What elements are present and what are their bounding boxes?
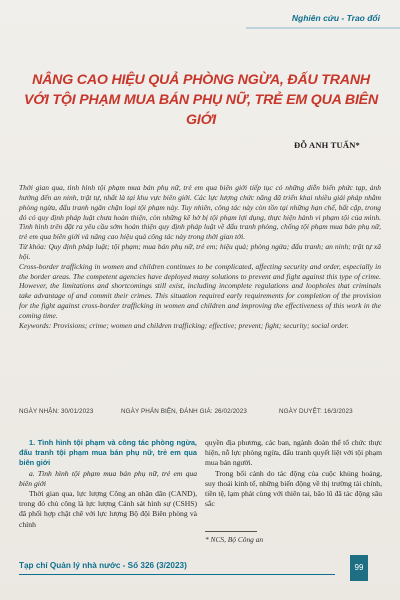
page-number: 99	[350, 555, 368, 581]
keywords-en: Keywords: Provisions; crime; women and children trafficking; effective; prevent; fight; security; social order.	[19, 320, 349, 330]
abstract	[19, 183, 381, 331]
date-reviewed: NGÀY PHẢN BIỆN, ĐÁNH GIÁ: 26/02/2023	[121, 408, 247, 415]
subsection-heading: a. Tình hình tội phạm mua bán phụ nữ, trẻ em qua biên giới	[19, 468, 197, 488]
title-line-1: NÂNG CAO HIỆU QUẢ PHÒNG NGỪA, ĐẤU TRANH	[32, 72, 370, 88]
body-paragraph: Thời gian qua, lực lượng Công an nhân dân (CAND), trong đó chủ công là lực lượng Cảnh sát hình sự (CSHS) đã phối hợp chặt chẽ với lực lượng Bộ đội Biên phòng và chính	[19, 489, 197, 529]
footer-rule	[19, 574, 335, 575]
date-approved: NGÀY DUYỆT: 16/3/2023	[279, 408, 353, 415]
footnote: * NCS, Bộ Công an	[205, 535, 264, 544]
section-label: Nghiên cứu - Trao đổi	[291, 13, 380, 23]
section-heading: 1. Tình hình tội phạm và công tác phòng ngừa, đấu tranh tội phạm mua bán phụ nữ, trẻ em qua biên giới	[19, 438, 197, 468]
journal-name: Tạp chí Quản lý nhà nước - Số 326 (3/2023)	[19, 561, 187, 570]
keywords-vi: Từ khóa: Quy định pháp luật; tội phạm; mua bán phụ nữ, trẻ em; hiệu quả; phòng ngừa; đấu tranh; an ninh; trật tự xã hội.	[19, 242, 381, 261]
abstract-vi: Thời gian qua, tình hình tội phạm mua bán phụ nữ, trẻ em qua biên giới tiếp tục có những diễn biến phức tạp, ảnh hưởng đến an ninh, trật tự, nhất là tại khu vực biên giới. Các lực lượng chức năng đã triển khai nhiều giải pháp nhằm phòng ngừa, đấu tranh ngăn chặn loại tội phạm này. Tuy nhiên, công tác này còn tồn tại những hạn chế, bất cập, trong đó có quy định pháp luật chưa hoàn thiện, còn những kẽ hở bị tội phạm lợi dụng, thực hiện hành vi phạm tội của mình. Tình hình trên đặt ra yêu cầu sớm hoàn thiện quy định pháp luật về đấu tranh phòng, chống tội phạm mua bán phụ nữ, trẻ em qua biên giới và nâng cao hiệu quả công tác này trong thời gian tới.	[19, 183, 381, 242]
body-column-left	[19, 438, 197, 530]
title-line-2: VỚI TỘI PHẠM MUA BÁN PHỤ NỮ, TRẺ EM QUA BIÊN GIỚI	[23, 92, 378, 128]
body-column-right	[205, 438, 382, 509]
abstract-en: Cross-border trafficking in women and children continues to be complicated, affecting security and order, especially in the border areas. The competent agencies have deployed many solutions to prevent and fight against this type of crime. However, the limitations and shortcomings still exist, including incomplete regulations and loopholes that criminals take advantage of and commit their crimes. This situation required early requirements for completion of the provision for the fight against cross-border trafficking in women and children and improving the effectiveness of this work in the coming time.	[19, 261, 381, 320]
header-rule	[246, 27, 400, 29]
body-paragraph-continued: quyền địa phương, các ban, ngành đoàn thể tổ chức thực hiện, nỗ lực phòng ngừa, đấu tranh quyết liệt với tội phạm mua bán người.	[205, 438, 382, 468]
article-title	[12, 70, 390, 130]
author-name: ĐỖ ANH TUẤN*	[293, 140, 360, 150]
footnote-rule	[205, 531, 257, 532]
date-received: NGÀY NHẬN: 30/01/2023	[19, 408, 94, 415]
body-paragraph: Trong bối cảnh do tác động của cuộc khủng hoảng, suy thoái kinh tế, những biến động về thị trường tài chính, tiền tệ, lạm phát cùng với thiên tai, bão lũ đã tác động sâu sắc	[205, 468, 382, 509]
